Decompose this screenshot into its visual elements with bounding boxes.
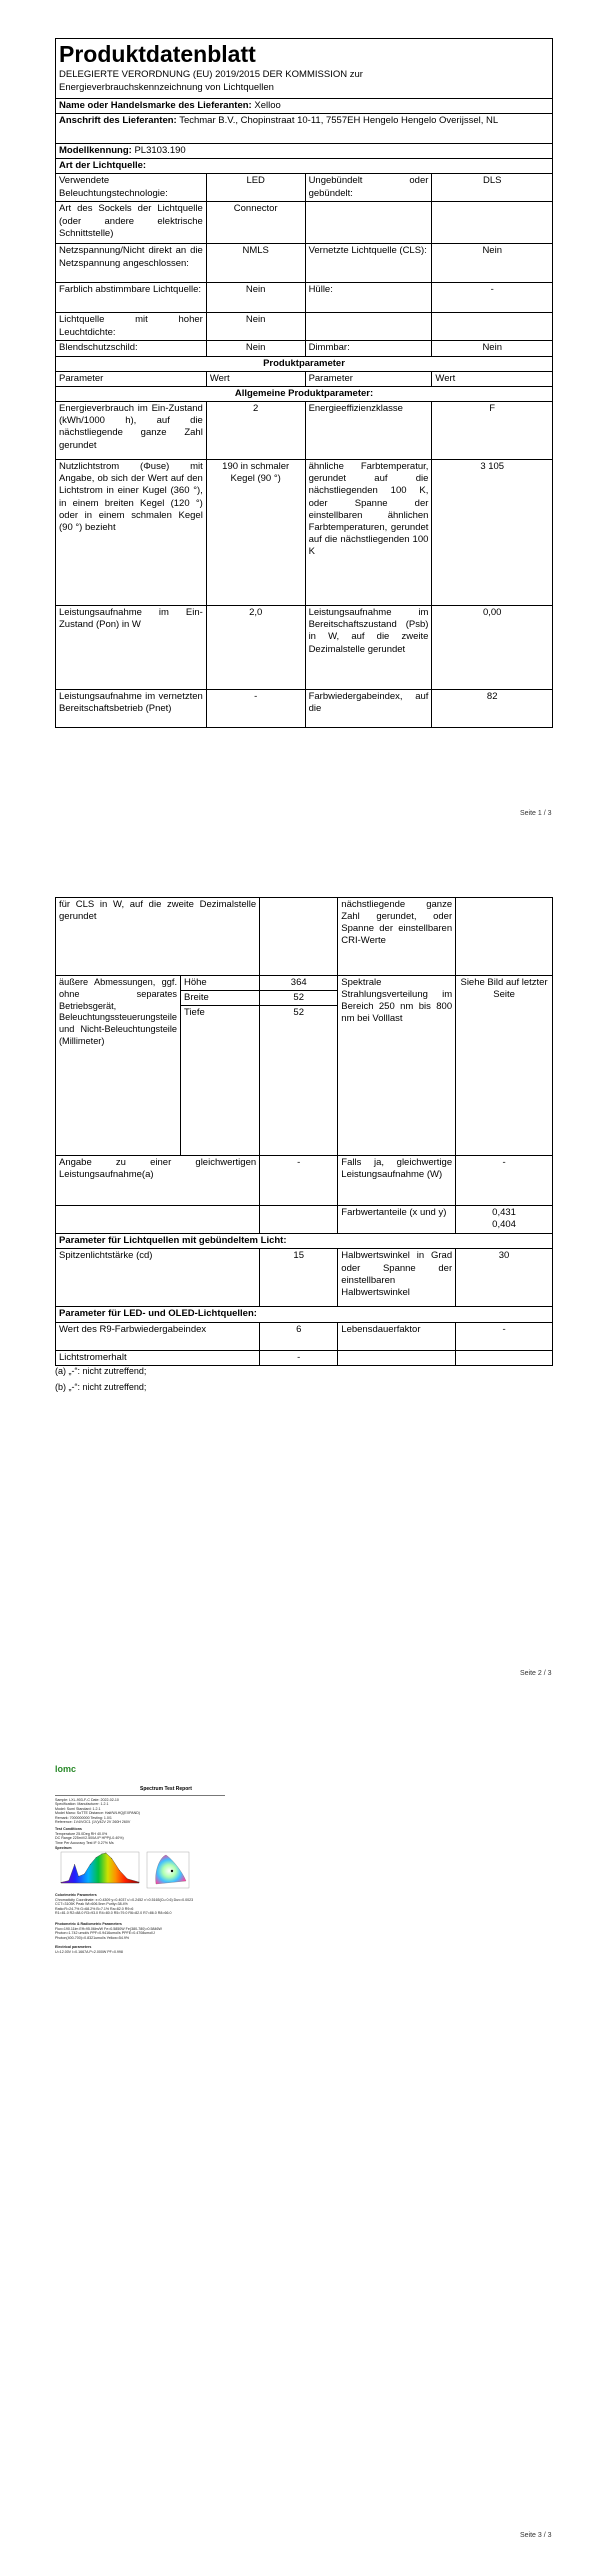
empty-cell — [338, 1350, 456, 1365]
spectrum-point — [90, 1864, 91, 1865]
param-col-header: Parameter — [56, 371, 207, 386]
color-tunable-value: Nein — [206, 283, 305, 313]
page-title: Produktdatenblatt — [59, 41, 256, 67]
supplier-address-row — [56, 114, 553, 144]
empty-cell — [260, 1206, 338, 1234]
page-footer-2: Seite 2 / 3 — [520, 1670, 552, 1677]
condition-line: Time Per Accuracy Test IF 0.27% Ms — [55, 1840, 114, 1845]
supplier-name-value: Xelloo — [254, 100, 281, 111]
lumen-maintenance-value: - — [260, 1350, 338, 1365]
divider — [55, 1795, 225, 1796]
glare-shield-label: Blendschutzschild: — [56, 341, 207, 356]
cri-cont: nächstliegende ganze Zahl gerundet, oder Spanne der einstellbaren CRI-Werte — [338, 898, 456, 976]
color-tunable-label: Farblich abstimmbare Lichtquelle: — [56, 283, 207, 313]
electrical-params: U=12.00V I=0.1667A P=2.000W PF=0.998 — [55, 1950, 123, 1954]
useful-flux-label: Nutzlichtstrom (Φuse) mit Angabe, ob sich der Wert auf den Lichtstrom in einer Kugel (360 °), in einem breiten Kegel (120 °) oder in einem schmalen Kegel (90 °) bezieht — [56, 460, 207, 606]
colorimetric-line: CCT=3105K Peak Wl=606.5nm Purity=38.4% — [55, 1902, 128, 1907]
dimmable-label: Dimmbar: — [305, 341, 432, 356]
empty-cell — [305, 313, 432, 341]
equivalent-power-claim-label: Angabe zu einer gleichwertigen Leistungsaufnahme(a) — [56, 1156, 260, 1206]
empty-cell — [456, 1350, 553, 1365]
spectrum-point — [96, 1857, 97, 1858]
mains-value: NMLS — [206, 244, 305, 283]
chromaticity-x: 0,431 — [492, 1207, 516, 1219]
beam-angle-value: 30 — [456, 1249, 553, 1307]
test-conditions-header: Test Conditions — [55, 1827, 82, 1831]
supplier-name-label: Name oder Handelsmarke des Lieferanten: — [59, 100, 252, 111]
empty-cell — [432, 202, 553, 244]
depth-value: 52 — [260, 1006, 338, 1156]
cct-value: 3 105 — [432, 460, 553, 606]
depth-label: Tiefe — [181, 1006, 260, 1156]
spectrum-point — [74, 1864, 75, 1865]
tech-value: LED — [206, 174, 305, 202]
socket-value: Connector — [206, 202, 305, 244]
on-mode-power-value: 2,0 — [206, 606, 305, 690]
networked-standby-cont: für CLS in W, auf die zweite Dezimalstelle gerundet — [56, 898, 260, 976]
electrical-header: Electrical parameters — [55, 1945, 92, 1949]
light-type-header: Art der Lichtquelle: — [56, 159, 553, 174]
spectrum-point — [139, 1882, 140, 1883]
spectrum-point — [106, 1853, 107, 1854]
spectrum-label: Spectrum — [55, 1846, 72, 1850]
model-value: PL3103.190 — [134, 145, 186, 157]
photometric-header: Photometric & Radiometric Parameters — [55, 1922, 122, 1926]
empty-cell — [456, 898, 553, 976]
beam-angle-label: Halbwertswinkel in Grad oder Spanne der einstellbaren Halbwertswinkel — [338, 1249, 456, 1307]
colorimetric-params — [55, 1898, 193, 1916]
empty-cell — [305, 202, 432, 244]
energy-consumption-label: Energieverbrauch im Ein-Zustand (kWh/1000 h), auf die nächstliegende ganze Zahl gerundet — [56, 402, 207, 460]
spectral-label: Spektrale Strahlungsverteilung im Bereich 250 nm bis 800 nm bei Volllast — [338, 976, 456, 1156]
colorimetric-header: Colorimetric Parameters — [55, 1893, 97, 1897]
photometric-line: Photon(400-700)=0.8321umol/s Yellow=54.9% — [55, 1935, 130, 1940]
empty-cell — [432, 313, 553, 341]
peak-intensity-label: Spitzenlichtstärke (cd) — [56, 1249, 260, 1307]
photometric-line: Photon=1.742 umol/s PPF=0.9416umol/s PPFE=0.4708umol/J — [55, 1931, 155, 1936]
energy-class-value: F — [432, 402, 553, 460]
report-meta-line: Specification: Manufacturer: 1.2.1 — [55, 1802, 109, 1807]
chromaticity-label: Farbwertanteile (x und y) — [338, 1206, 456, 1234]
equivalent-power-label: Falls ja, gleichwertige Leistungsaufnahme (W) — [338, 1156, 456, 1206]
colorimetric-line: R1=81.0 R2=88.0 R3=93.0 R4=80.0 R5=79.0 R6=82.0 R7=86.0 R8=66.0 — [55, 1911, 172, 1916]
led-params-header: Parameter für LED- und OLED-Lichtquellen: — [56, 1307, 553, 1322]
survival-factor-label: Lebensdauerfaktor — [338, 1322, 456, 1350]
width-label: Breite — [181, 991, 260, 1006]
cls-value: Nein — [432, 244, 553, 283]
value-col-header: Wert — [206, 371, 305, 386]
dimmable-value: Nein — [432, 341, 553, 356]
networked-standby-value: - — [206, 690, 305, 728]
height-value: 364 — [260, 976, 338, 991]
height-label: Höhe — [181, 976, 260, 991]
regulation-line-1: DELEGIERTE VERORDNUNG (EU) 2019/2015 DER KOMMISSION zur — [59, 69, 363, 81]
spectrum-point — [102, 1854, 103, 1855]
standby-power-value: 0,00 — [432, 606, 553, 690]
model-row — [56, 144, 553, 159]
supplier-name-row — [56, 99, 553, 114]
product-sheet-table-1 — [55, 38, 553, 728]
high-luminance-value: Nein — [206, 313, 305, 341]
energy-consumption-value: 2 — [206, 402, 305, 460]
width-value: 52 — [260, 991, 338, 1006]
lumen-maintenance-label: Lichtstromerhalt — [56, 1350, 260, 1365]
tech-label: Verwendete Beleuchtungstechnologie: — [56, 174, 207, 202]
nondirected-label: Ungebündelt oder gebündelt: — [305, 174, 432, 202]
value-col-header: Wert — [432, 371, 553, 386]
supplier-address-label: Anschrift des Lieferanten: — [59, 115, 177, 127]
networked-standby-label: Leistungsaufnahme im vernetzten Bereitschaftsbetrieb (Pnet) — [56, 690, 207, 728]
dls-params-header: Parameter für Lichtquellen mit gebündeltem Licht: — [56, 1234, 553, 1249]
survival-factor-value: - — [456, 1322, 553, 1350]
spectrum-point — [127, 1878, 128, 1879]
nondirected-value: DLS — [432, 174, 553, 202]
regulation-line-2: Energieverbrauchskennzeichnung von Lichtquellen — [59, 81, 274, 93]
mains-label: Netzspannung/Nicht direkt an die Netzspannung angeschlossen: — [56, 244, 207, 283]
product-sheet-table-2 — [55, 897, 553, 1366]
header-cell — [56, 39, 553, 99]
footnote-a: (a) „-“: nicht zutreffend; — [55, 1366, 147, 1376]
report-meta-line: Reference: 1V4/VOC1 (1V)/42V 2V 260H 260V — [55, 1820, 131, 1825]
standby-power-label: Leistungsaufnahme im Bereitschaftszustand (Psb) in W, auf die zweite Dezimalstelle gerundet — [305, 606, 432, 690]
empty-cell — [56, 1206, 260, 1234]
test-conditions — [55, 1832, 124, 1845]
cls-label: Vernetzte Lichtquelle (CLS): — [305, 244, 432, 283]
photometric-line: Flux=190.11lm Eff=95.06lm/W Fe=0.5850W Fe(380-780)=0.5846W — [55, 1927, 162, 1931]
dimensions-label: äußere Abmessungen, ggf. ohne separates Betriebsgerät, Beleuchtungssteuerungsteile und Nicht-Beleuchtungsteile (Millimeter) — [56, 976, 181, 1156]
equivalent-power-claim-value: - — [260, 1156, 338, 1206]
condition-line: Temperature 25.0Deg RH 40.0% — [55, 1832, 108, 1836]
spectrum-point — [111, 1858, 112, 1859]
spectrum-chart — [55, 1851, 141, 1889]
lab-logo: lomc — [55, 1764, 77, 1774]
r9-value: 6 — [260, 1322, 338, 1350]
cct-label: ähnliche Farbtemperatur, gerundet auf die nächstliegenden 100 K, oder Spanne der einstellbaren ähnlichen Farbtemperaturen, gerundet auf die nächstliegenden 100 K — [305, 460, 432, 606]
general-params-header: Allgemeine Produktparameter: — [56, 386, 553, 401]
energy-class-label: Energieeffizienzklasse — [305, 402, 432, 460]
spectrum-point — [61, 1882, 62, 1883]
colorimetric-line: Ratio:R=24.7% G=68.2% B=7.1% Ra=82.0 R9=6 — [55, 1906, 134, 1911]
glare-shield-value: Nein — [206, 341, 305, 356]
report-meta-line: Model Manu: SoTTE Distance: Half/WLHQ(EXPAND) — [55, 1811, 141, 1816]
empty-cell — [260, 898, 338, 976]
spectrum-point — [68, 1880, 69, 1881]
report-title: Spectrum Test Report — [140, 1786, 192, 1792]
socket-label: Art des Sockels der Lichtquelle (oder andere elektrische Schnittstelle) — [56, 202, 207, 244]
chromaticity-values — [456, 1206, 553, 1234]
supplier-address-value: Techmar B.V., Chopinstraat 10-11, 7557EH Hengelo Hengelo Overijssel, NL — [179, 115, 499, 127]
report-meta-line: Model: Sumi Standard: 1.2.1 — [55, 1806, 101, 1811]
report-meta-line: Sample: LXL-903-F-C Date: 2022-02-10 — [55, 1798, 119, 1802]
high-luminance-label: Lichtquelle mit hoher Leuchtdichte: — [56, 313, 207, 341]
envelope-value: - — [432, 283, 553, 313]
page-footer-3: Seite 3 / 3 — [520, 2532, 552, 2539]
product-params-header: Produktparameter — [56, 356, 553, 371]
envelope-label: Hülle: — [305, 283, 432, 313]
r9-label: Wert des R9-Farbwiedergabeindex — [56, 1322, 260, 1350]
spectrum-point — [84, 1874, 85, 1875]
peak-intensity-value: 15 — [260, 1249, 338, 1307]
report-meta — [55, 1798, 140, 1825]
model-label: Modellkennung: — [59, 145, 132, 157]
chromaticity-y: 0,404 — [492, 1219, 516, 1231]
report-meta-line: Remark: 7000000000 Testing: 1.0/1 — [55, 1815, 112, 1820]
cie-diagram — [146, 1851, 190, 1889]
page-footer-1: Seite 1 / 3 — [520, 810, 552, 817]
equivalent-power-value: - — [456, 1156, 553, 1206]
photometric-params — [55, 1927, 162, 1940]
colorimetric-line: Chromaticity Coordinate: x=0.4309 y=0.4037 u'=0.2452 v'=0.5165(Cu 0.6) Duv=0.0023 — [55, 1898, 194, 1902]
useful-flux-value: 190 in schmaler Kegel (90 °) — [206, 460, 305, 606]
spectral-value: Siehe Bild auf letzter Seite — [456, 976, 553, 1156]
on-mode-power-label: Leistungsaufnahme im Ein-Zustand (Pon) in W — [56, 606, 207, 690]
chromaticity-point — [171, 1870, 173, 1872]
spectrum-point — [78, 1876, 79, 1877]
condition-line: DC Range 225mV/2.500A IP HPP(L0.40%) — [55, 1836, 124, 1841]
param-col-header: Parameter — [305, 371, 432, 386]
cri-value: 82 — [432, 690, 553, 728]
cri-label: Farbwiedergabeindex, auf die — [305, 690, 432, 728]
footnote-b: (b) „-“: nicht zutreffend; — [55, 1382, 147, 1392]
spectrum-point — [119, 1870, 120, 1871]
